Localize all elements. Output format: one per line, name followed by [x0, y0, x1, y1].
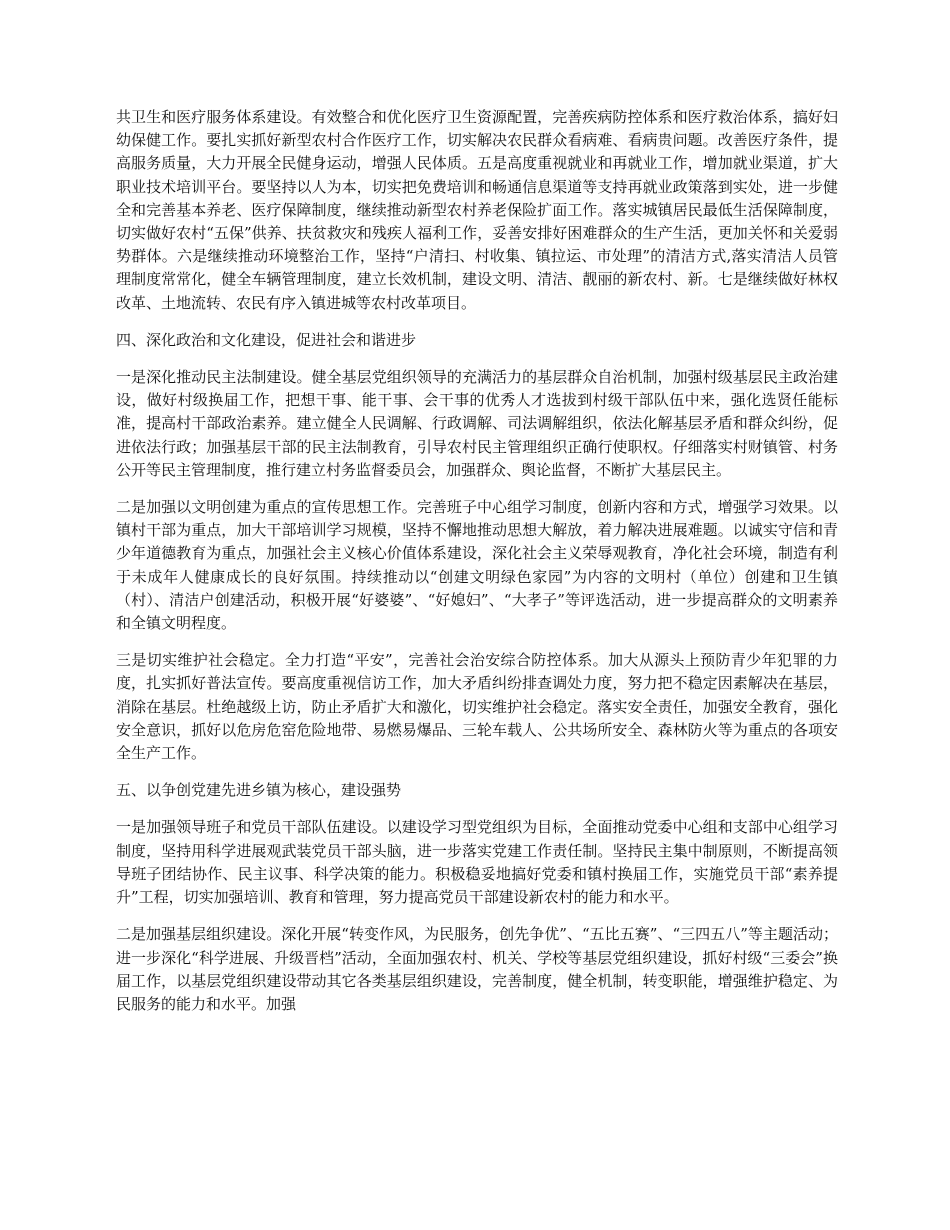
section-heading-party-building: 五、以争创党建先进乡镇为核心，建设强势	[116, 781, 402, 800]
document-body	[116, 106, 838, 1016]
section-heading-politics-culture: 四、深化政治和文化建设，促进社会和谐进步	[116, 330, 417, 349]
paragraph-health-employment-environment: 共卫生和医疗服务体系建设。有效整合和优化医疗卫生资源配置，完善疾病防控体系和医疗救治体系，搞好妇幼保健工作。要扎实抓好新型农村合作医疗工作，切实解决农民群众看病难、看病贵问题。改善医疗条件，提高服务质量，大力开展全民健身运动，增强人民体质。五是高度重视就业和再就业工作，增加就业渠道，扩大职业技术培训平台。要坚持以人为本，切实把免费培训和畅通信息渠道等支持再就业政策落到实处，进一步健全和完善基本养老、医疗保障制度，继续推动新型农村养老保险扩面工作。落实城镇居民最低生活保障制度，切实做好农村“五保”供养、扶贫救灾和残疾人福利工作，妥善安排好困难群众的生产生活，更加关怀和关爱弱势群体。六是继续推动环境整治工作，坚持“户清扫、村收集、镇拉运、市处理”的清洁方式,落实清洁人员管理制度常常化，健全车辆管理制度，建立长效机制，建设文明、清洁、靓丽的新农村、新。七是继续做好林权改革、土地流转、农民有序入镇进城等农村改革项目。	[116, 108, 838, 312]
paragraph-social-stability: 三是切实维护社会稳定。全力打造“平安”，完善社会治安综合防控体系。加大从源头上预防青少年犯罪的力度，扎实抓好普法宣传。要高度重视信访工作，加大矛盾纠纷排查调处力度，努力把不稳定因素解决在基层，消除在基层。杜绝越级上访，防止矛盾扩大和激化，切实维护社会稳定。落实安全责任，加强安全教育，强化安全意识，抓好以危房危窑危险地带、易燃易爆品、三轮车载人、公共场所安全、森林防火等为重点的各项安全生产工作。	[116, 651, 838, 763]
paragraph-civilization-propaganda: 二是加强以文明创建为重点的宣传思想工作。完善班子中心组学习制度，创新内容和方式，增强学习效果。以镇村干部为重点，加大干部培训学习规模，坚持不懈地推动思想大解放，着力解决进展难题。以诚实守信和青少年道德教育为重点，加强社会主义核心价值体系建设，深化社会主义荣辱观教育，净化社会环境，制造有利于未成年人健康成长的良好氛围。持续推动以“创建文明绿色家园”为内容的文明村（单位）创建和卫生镇（村）、清洁户创建活动，积极开展“好婆婆”、“好媳妇”、“大孝子”等评选活动，进一步提高群众的文明素养和全镇文明程度。	[116, 498, 838, 633]
paragraph-democracy-legal: 一是深化推动民主法制建设。健全基层党组织领导的充满活力的基层群众自治机制，加强村级基层民主政治建设，做好村级换届工作，把想干事、能干事、会干事的优秀人才选拔到村级干部队伍中来，强化选贤任能标准，提高村干部政治素养。建立健全人民调解、行政调解、司法调解组织，依法化解基层矛盾和群众纠纷，促进依法行政；加强基层干部的民主法制教育，引导农村民主管理组织正确行使职权。仔细落实村财镇管、村务公开等民主管理制度，推行建立村务监督委员会，加强群众、舆论监督，不断扩大基层民主。	[116, 368, 838, 479]
paragraph-grassroots-organization: 二是加强基层组织建设。深化开展“转变作风，为民服务，创先争优”、“五比五赛”、“三四五八”等主题活动；进一步深化“科学进展、升级晋档”活动，全面加强农村、机关、学校等基层党组织建设，抓好村级“三委会”换届工作，以基层党组织建设带动其它各类基层组织建设，完善制度，健全机制，转变职能，增强维护稳定、为民服务的能力和水平。加强	[116, 925, 838, 1013]
paragraph-leadership-team: 一是加强领导班子和党员干部队伍建设。以建设学习型党组织为目标，全面推动党委中心组和支部中心组学习制度，坚持用科学进展观武装党员干部头脑，进一步落实党建工作责任制。坚持民主集中制原则，不断提高领导班子团结协作、民主议事、科学决策的能力。积极稳妥地搞好党委和镇村换届工作，实施党员干部“素养提升”工程，切实加强培训、教育和管理，努力提高党员干部建设新农村的能力和水平。	[116, 818, 838, 907]
